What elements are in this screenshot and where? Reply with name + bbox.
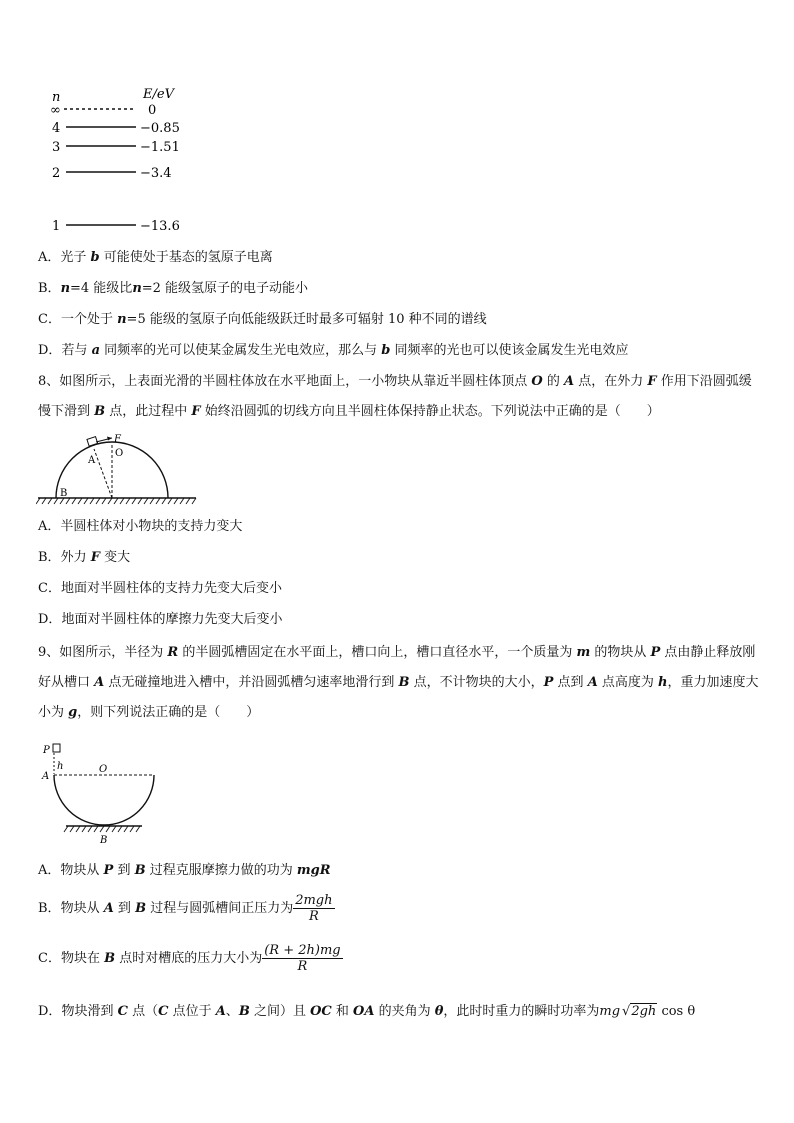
q8-option-b: B．外力 F 变大 <box>38 550 131 565</box>
q9-option-d: D．物块滑到 C 点（C 点位于 A、B 之间）且 OC 和 OA 的夹角为 θ，此时时重力的瞬时功率为mg √2gh cos θ <box>38 1004 696 1019</box>
level-n-3: 3 <box>52 140 61 155</box>
fraction-r2hmg-over-r: $\frac{(R + 2h)mg}{R}$ <box>264 943 341 974</box>
level-n-inf: ∞ <box>50 103 61 118</box>
trough-arc <box>54 775 154 825</box>
block-p <box>53 744 60 752</box>
q8-semicylinder-figure <box>36 432 200 512</box>
label-o: O <box>115 448 124 459</box>
level-e-inf: 0 <box>148 103 157 118</box>
n-axis-label: n <box>52 90 61 105</box>
level-n-2: 2 <box>52 166 61 181</box>
level-e-1: −13.6 <box>140 219 180 234</box>
q8-option-a: A．半圆柱体对小物块的支持力变大 <box>38 519 243 534</box>
level-n-1: 1 <box>52 219 61 234</box>
label-b: B <box>60 488 68 499</box>
level-e-2: −3.4 <box>140 166 172 181</box>
power-formula: mg √2gh cos θ <box>599 1004 696 1019</box>
q9-option-a: A．物块从 P 到 B 过程克服摩擦力做的功为 mgR <box>38 863 331 878</box>
level-e-4: −0.85 <box>140 121 180 136</box>
energy-axis-label: E/eV <box>143 87 174 102</box>
label-h: h <box>57 761 64 772</box>
q8-stem: 8、如图所示，上表面光滑的半圆柱体放在水平地面上，一小物块从靠近半圆柱体顶点 O 的 A 点，在外力 F 作用下沿圆弧缓慢下滑到 B 点，此过程中 F 始终沿圆弧的切线方向且半圆柱体保持静止状态。下列说法中正确的是（ ） <box>38 374 752 419</box>
q7-option-a: A．光子 b 可能使处于基态的氢原子电离 <box>38 250 273 265</box>
label-f: F <box>114 434 121 445</box>
fraction-2mgh-over-r: $\frac{\text{2mgh}}{R}$ <box>295 893 333 924</box>
q9-option-b: B．物块从 A 到 B 过程与圆弧槽间正压力为 $\frac{\text{2mgh}}{R}$ <box>38 893 333 924</box>
q9-stem: 9、如图所示，半径为 R 的半圆弧槽固定在水平面上，槽口向上，槽口直径水平，一个质量为 m 的物块从 P 点由静止释放刚好从槽口 A 点无碰撞地进入槽中，并沿圆弧槽匀速率地滑行到 B 点，不计物块的大小，P 点到 A 点高度为 h，重力加速度大小为 g，则下列说法正确的是（ ） <box>38 645 759 720</box>
q9-option-c: C．物块在 B 点时对槽底的压力大小为 $\frac{(R + 2h)mg}{R}$ <box>38 943 341 974</box>
q7-option-c: C．一个处于 n=5 能级的氢原子向低能级跃迁时最多可辐射 10 种不同的谱线 <box>38 312 487 327</box>
q9-semicircle-trough-figure <box>36 740 166 848</box>
level-e-3: −1.51 <box>140 140 180 155</box>
label-a: A <box>88 455 96 466</box>
q8-option-c: C．地面对半圆柱体的支持力先变大后变小 <box>38 581 282 596</box>
q7-option-d: D．若与 a 同频率的光可以使某金属发生光电效应，那么与 b 同频率的光也可以使该金属发生光电效应 <box>38 343 629 358</box>
q8-option-d: D．地面对半圆柱体的摩擦力先变大后变小 <box>38 612 283 627</box>
sqrt-symbol: √ <box>622 1004 631 1019</box>
label-o: O <box>99 764 108 775</box>
label-a: A <box>42 771 50 782</box>
label-p: P <box>43 745 50 756</box>
label-b: B <box>100 835 108 846</box>
q7-option-b: B．n=4 能级比n=2 能级氢原子的电子动能小 <box>38 281 309 296</box>
level-n-4: 4 <box>52 121 61 136</box>
energy-level-diagram <box>40 84 210 244</box>
